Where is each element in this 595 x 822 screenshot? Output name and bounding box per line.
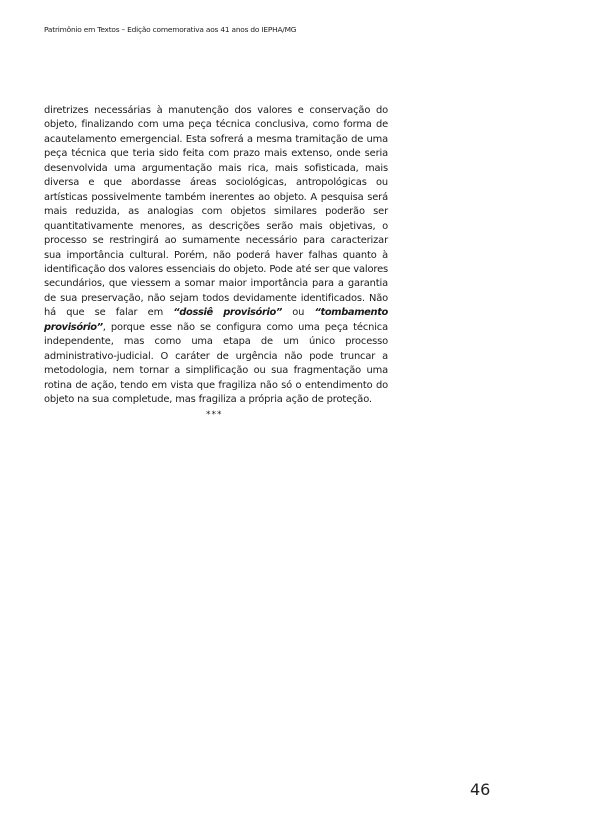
term-tombamento-provisorio: “tombamento provisório”: [44, 307, 388, 333]
body-paragraph: [44, 104, 388, 408]
paragraph-text-part-3: , porque esse não se configura como uma peça técnica independente, mas como uma etapa de um único processo administrativo-judicial. O caráter de urgência não pode truncar a metodologia, nem tornar a simplificação ou sua fragmentação uma rotina de ação, tendo em vista que fragiliza não só o entendimento do objeto na sua completude, mas fragiliza a própria ação de proteção.: [44, 321, 388, 406]
page-number: 46: [470, 780, 491, 799]
paragraph-text-part-1: diretrizes necessárias à manutenção dos valores e conservação do objeto, finalizando com uma peça técnica conclusiva, como forma de acautelamento emergencial. Esta sofrerá a mesma tramitação de uma peça técnica que teria sido feita com prazo mais extenso, onde seria desenvolvida uma argumentação mais rica, mais sofisticada, mais diversa e que abordasse áreas sociológicas, antropológicas ou artísticas possivelmente também inerentes ao objeto. A pesquisa será mais reduzida, as analogias com objetos similares poderão ser quantitativamente menores, as descrições serão mais objetivas, o processo se restringirá ao sumamente necessário para caracterizar sua importância cultural. Porém, não poderá haver falhas quanto à identificação dos valores essenciais do objeto. Pode até ser que valores secundários, que viessem a somar maior importância para a garantia de sua preservação, não sejam todos devidamente identificados. Não há que se falar em: [44, 105, 388, 319]
section-separator: ***: [206, 410, 223, 420]
term-dossie-provisorio: “dossiê provisório”: [173, 307, 282, 319]
running-header: Patrimônio em Textos – Edição comemorativa aos 41 anos do IEPHA/MG: [44, 25, 297, 34]
paragraph-text-part-2: ou: [281, 307, 315, 319]
